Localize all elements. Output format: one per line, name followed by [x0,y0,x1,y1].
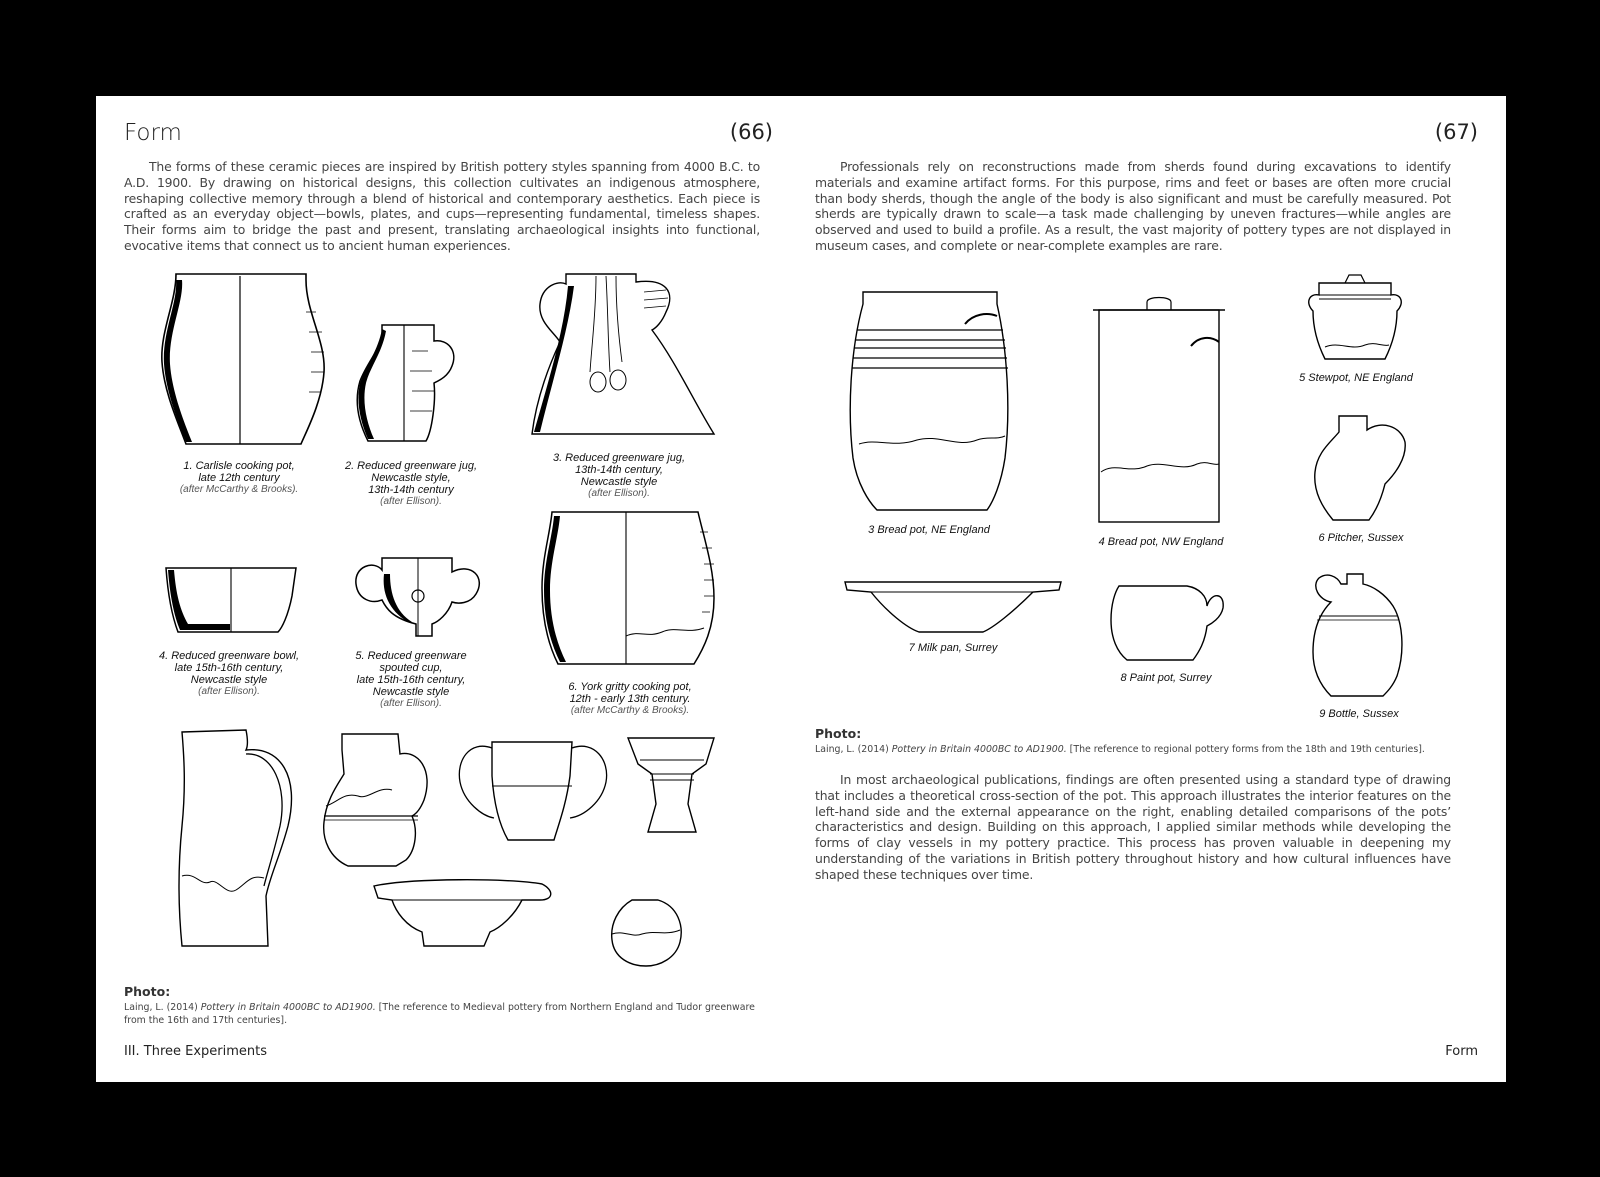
footer-right: Form [1445,1044,1478,1059]
fig-label-5: 5. Reduced greenware spouted cup, late 15th-16th century, Newcastle style (after Ellison). [355,650,467,709]
right-body-text-2: In most archaeological publications, findings are often presented using a standard type of drawing that includes a theoretical cross-section of the pot. This approach illustrates the interior features on the left-hand side and the external appearance on the right, enabling detailed comparisons of the pots’ characteristics and design. Building on this approach, I applied similar methods while developing the forms of clay vessels in my pottery practice. This process has proven valuable in deepening my understanding of the variations in British pottery throughout history and how cultural influences have shaped these techniques over time. [815,772,1451,882]
fig-label-r3: 3 Bread pot, NE England [868,524,990,536]
fig-pitcher [1309,412,1413,524]
fig-label-r8: 8 Paint pot, Surrey [1120,672,1212,684]
fig-carlisle-cooking-pot [156,272,331,447]
photo-credit-right: Laing, L. (2014) Pottery in Britain 4000BC to AD1900. [The reference to regional pottery forms from the 18th and 19th centuries]. [815,744,1425,755]
fig-label-3: 3. Reduced greenware jug, 13th-14th century, Newcastle style (after Ellison). [552,452,686,499]
fig-label-r5: 5 Stewpot, NE England [1299,372,1413,384]
page-number-left: (66) [729,120,773,144]
book-spread [96,96,1506,1082]
photo-credit-left: Laing, L. (2014) Pottery in Britain 4000BC to AD1900. [The reference to Medieval pottery from Northern England and Tudor greenware from the 16th and 17th centuries]. [124,1002,755,1026]
photo-heading-left: Photo: [124,984,171,999]
fig-goblet [626,734,718,838]
fig-greenware-jug-tall [526,272,716,437]
fig-bread-pot-ne [847,288,1011,514]
fig-label-r4: 4 Bread pot, NW England [1098,536,1224,548]
fig-stewpot [1305,271,1405,363]
right-body-text-1: Professionals rely on reconstructions made from sherds found during excavations to identify materials and examine artifact forms. For this purpose, rims and feet or bases are often more crucial than body sherds, though the angle of the body is also significant and must be carefully measured. Pot sherds are typically drawn to scale—a task made challenging by uneven fractures—while angles are observed and used to build a profile. As a result, the vast majority of pottery types are not displayed in museum cases, and complete or near-complete examples are rare. [815,159,1451,253]
photo-heading-right: Photo: [815,726,862,741]
fig-label-1: 1. Carlisle cooking pot, late 12th century (after McCarthy & Brooks). [179,460,299,495]
fig-label-2: 2. Reduced greenware jug, Newcastle style, 13th-14th century (after Ellison). [344,460,478,507]
fig-greenware-bowl [164,566,299,636]
left-body-text: The forms of these ceramic pieces are inspired by British pottery styles spanning from 4000 B.C. to A.D. 1900. By drawing on historical designs, this collection cultivates an indigenous atmosphere, reshaping collective memory through a blend of historical and contemporary aesthetics. Each piece is crafted as an everyday object—bowls, plates, and cups—representing fundamental, timeless shapes. Their forms aim to bridge the past and present, translating archaeological insights into functional, evocative items that connect us to ancient human experiences. [124,159,760,253]
left-page [96,96,801,1082]
fig-spouted-cup [352,552,487,642]
fig-paint-pot [1107,582,1225,664]
fig-bottle [1307,572,1407,698]
fig-two-handled-cup [456,736,611,846]
fig-york-gritty-pot [538,508,718,668]
fig-greenware-jug-newcastle [352,321,472,446]
right-page [801,96,1506,1082]
page-number-right: (67) [1434,120,1478,144]
fig-label-6: 6. York gritty cooking pot, 12th - early 13th century. (after McCarthy & Brooks). [568,681,692,716]
page-title: Form [124,120,182,146]
fig-bread-pot-nw [1091,296,1229,526]
footer-left: III. Three Experiments [124,1044,268,1059]
fig-small-round-pot [608,896,684,968]
fig-label-4: 4. Reduced greenware bowl, late 15th-16th century, Newcastle style (after Ellison). [158,650,300,697]
fig-milk-pan [843,578,1063,636]
fig-shallow-dish [370,876,556,948]
fig-tall-jug [176,726,298,948]
fig-label-r7: 7 Milk pan, Surrey [908,642,998,654]
fig-round-jug [308,730,434,870]
fig-label-r6: 6 Pitcher, Sussex [1318,532,1404,544]
fig-label-r9: 9 Bottle, Sussex [1319,708,1399,720]
